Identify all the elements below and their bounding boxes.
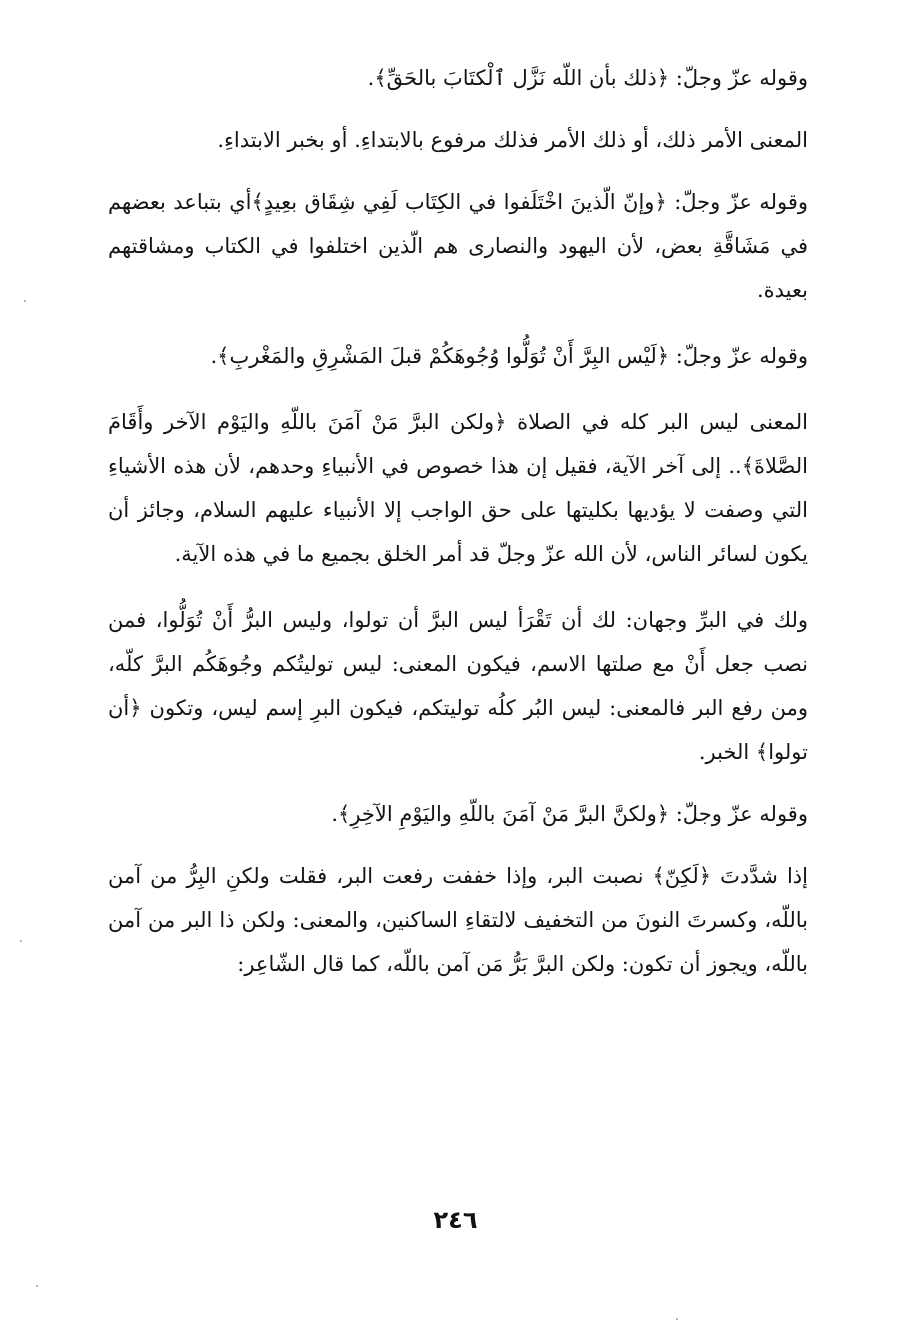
paragraph-meaning-amr: المعنى الأمر ذلك، أو ذلك الأمر فذلك مرفوع بالابتداءِ. أو بخبر الابتداءِ. bbox=[217, 128, 808, 152]
paragraph-meaning-salah: المعنى ليس البر كله في الصلاة ﴿ولكن البرَّ مَنْ آمَنَ باللّهِ واليَوْم الآخر وأَقَامَ الصَّلاةَ﴾.. إلى آخر الآية، فقيل إن هذا خصوص في الأنبياءِ وحدهم، لأن هذه الأشياءِ التي وصفت لا يؤديها بكليتها على حق الواجب إلا الأنبياء عليهم السلام، وجائز أن يكون لسائر الناس، لأن الله عزّ وجلّ قد أمر الخلق بجميع ما في هذه الآية. bbox=[108, 410, 808, 566]
paragraph-two-readings: ولك في البرِّ وجهان: لك أن تَقْرَأ ليس البرَّ أن تولوا، وليس البرُّ أَنْ تُوَلُّوا، فمن نصب جعل أَنْ مع صلتها الاسم، فيكون المعنى: ليس توليتُكم وجُوهَكُم البرَّ كلّه، ومن رفع البر فالمعنى: ليس البُر كلُه توليتكم، فيكون البرِ إسم ليس، وتكون ﴿أن تولوا﴾ الخبر. bbox=[108, 608, 808, 764]
paragraph-tashdid-lakin: إذا شدَّدتَ ﴿لَكِنّ﴾ نصبت البر، وإذا خففت رفعت البر، فقلت ولكنِ البِرُّ من آمن باللّه، وكسرتَ النونَ من التخفيف لالتقاءِ الساكنين، والمعنى: ولكن ذا البر من آمن باللّه، ويجوز أن تكون: ولكن البرَّ بَرُّ مَن آمن باللّه، كما قال الشّاعِر: bbox=[108, 864, 808, 976]
paragraph-verse-dhalika: وقوله عزّ وجلّ: ﴿ذلك بأن اللّه نَزَّل ٱلْكتَابَ بالحَقِّ﴾. bbox=[367, 66, 808, 90]
scan-speck bbox=[676, 1318, 678, 1320]
paragraph-verse-walakinna: وقوله عزّ وجلّ: ﴿ولكنَّ البرَّ مَنْ آمَنَ باللّهِ واليَوْمِ الآخِرِ﴾. bbox=[331, 802, 808, 826]
scan-speck bbox=[24, 300, 26, 302]
scan-speck bbox=[20, 940, 22, 942]
paragraph-verse-laysa-albirr: وقوله عزّ وجلّ: ﴿لَيْس البِرَّ أَنْ تُوَلُّوا وُجُوهَكُمْ قبلَ المَشْرِقِ والمَغْربِ﴾. bbox=[210, 344, 808, 368]
paragraph-verse-ikhtalafu: وقوله عزّ وجلّ: ﴿وإنّ الّذينَ اخْتَلَفوا في الكِتَاب لَفِي شِقَاق بعِيدٍ﴾أي بتباعد بعضهم في مَشَاقَّةِ بعض، لأن اليهود والنصارى هم الّذين اختلفوا في الكتاب ومشاقتهم بعيدة. bbox=[108, 190, 808, 302]
scan-speck bbox=[36, 1285, 38, 1287]
page-body-text bbox=[108, 56, 808, 986]
page-number: ٢٤٦ bbox=[433, 1206, 478, 1234]
